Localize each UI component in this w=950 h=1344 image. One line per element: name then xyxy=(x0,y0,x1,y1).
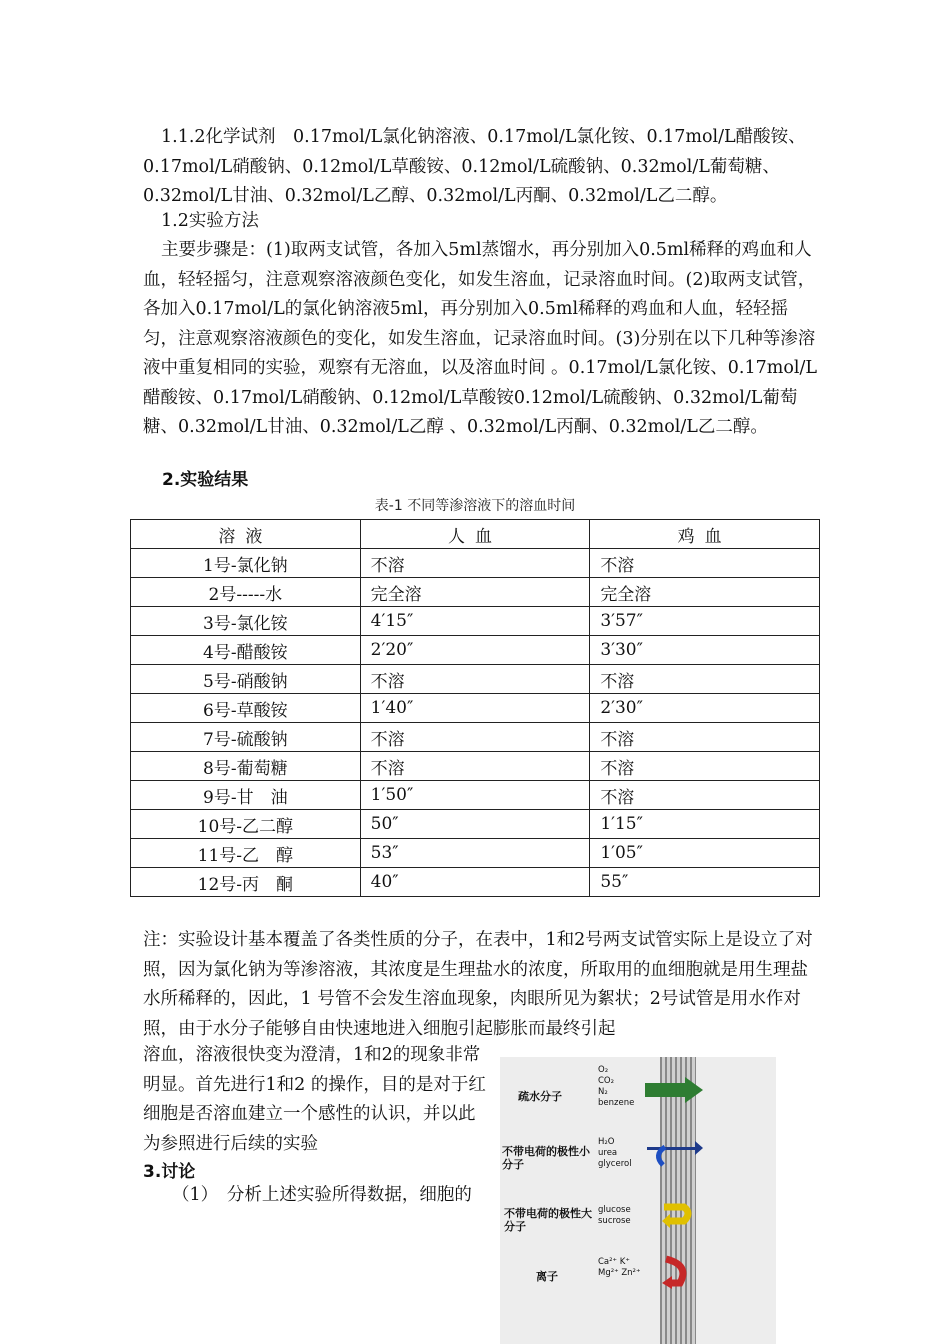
cell-chicken: 不溶 xyxy=(590,781,820,810)
figure-molecule: H₂O xyxy=(598,1137,615,1147)
table-caption: 表-1 不同等渗溶液下的溶血时间 xyxy=(374,498,576,514)
cell-human: 完全溶 xyxy=(360,578,590,607)
table-row xyxy=(131,810,820,839)
figure-molecule: glucose xyxy=(598,1205,631,1215)
cell-human: 50″ xyxy=(360,810,590,839)
figure-molecule: N₂ xyxy=(598,1087,608,1097)
cell-solution: 7号-硫酸钠 xyxy=(131,723,361,752)
cell-solution: 3号-氯化铵 xyxy=(131,607,361,636)
table-row xyxy=(131,665,820,694)
cell-solution: 4号-醋酸铵 xyxy=(131,636,361,665)
cell-chicken: 不溶 xyxy=(590,752,820,781)
header-solution: 溶液 xyxy=(131,520,361,549)
cell-solution: 9号-甘 油 xyxy=(131,781,361,810)
figure-group-label: 不带电荷的极性大分子 xyxy=(504,1207,592,1233)
membrane-permeability-figure xyxy=(500,1057,776,1344)
blue-arrow-icon xyxy=(645,1139,705,1171)
table-row xyxy=(131,578,820,607)
cell-solution: 11号-乙 醇 xyxy=(131,839,361,868)
table-row xyxy=(131,781,820,810)
cell-human: 40″ xyxy=(360,868,590,897)
figure-molecule: O₂ xyxy=(598,1065,609,1075)
cell-chicken: 55″ xyxy=(590,868,820,897)
cell-chicken: 2′30″ xyxy=(590,694,820,723)
figure-molecule: Mg²⁺ Zn²⁺ xyxy=(598,1268,641,1278)
table-row xyxy=(131,694,820,723)
yellow-arrow-icon xyxy=(660,1199,696,1229)
header-human-blood: 人血 xyxy=(360,520,590,549)
red-arrow-icon xyxy=(660,1255,696,1289)
table-row xyxy=(131,607,820,636)
cell-solution: 2号-----水 xyxy=(131,578,361,607)
figure-molecule: urea xyxy=(598,1148,618,1158)
figure-molecule: benzene xyxy=(598,1098,635,1108)
note-paragraph: 注：实验设计基本覆盖了各类性质的分子，在表中，1和2号两支试管实际上是设立了对照，因为氯化钠为等渗溶液，其浓度是生理盐水的浓度，所取用的血细胞就是用生理盐水所稀释的，因此，1 号管不会发生溶血现象，肉眼所见为絮状；2号试管是用水作对照，由于水分子能够自由快速地进入细胞引起膨胀而最终引起 xyxy=(143,930,813,1039)
cell-solution: 10号-乙二醇 xyxy=(131,810,361,839)
reagents-paragraph: 1.1.2化学试剂 0.17mol/L氯化钠溶液、0.17mol/L氯化铵、0.17mol/L醋酸铵、0.17mol/L硝酸钠、0.12mol/L草酸铵、0.12mol/L硫酸钠、0.32mol/L葡萄糖、0.32mol/L甘油、0.32mol/L乙醇、0.32mol/L丙酮、0.32mol/L乙二醇。 xyxy=(143,127,806,206)
figure-group-label: 离子 xyxy=(536,1270,558,1283)
header-chicken-blood: 鸡血 xyxy=(590,520,820,549)
table-row xyxy=(131,839,820,868)
cell-solution: 12号-丙 酮 xyxy=(131,868,361,897)
note-paragraph-continued: 溶血，溶液很快变为澄清，1和2的现象非常明显。首先进行1和2 的操作，目的是对于红细胞是否溶血建立一个感性的认识，并以此为参照进行后续的实验 xyxy=(143,1045,486,1154)
cell-chicken: 1′05″ xyxy=(590,839,820,868)
cell-chicken: 不溶 xyxy=(590,665,820,694)
table-row xyxy=(131,723,820,752)
cell-chicken: 完全溶 xyxy=(590,578,820,607)
cell-chicken: 不溶 xyxy=(590,723,820,752)
results-heading: 2.实验结果 xyxy=(162,470,249,490)
table-row xyxy=(131,752,820,781)
results-table xyxy=(130,519,820,897)
discussion-paragraph: （1） 分析上述实验所得数据，细胞的 xyxy=(172,1185,472,1205)
cell-solution: 1号-氯化钠 xyxy=(131,549,361,578)
figure-group-label: 疏水分子 xyxy=(518,1090,562,1103)
cell-human: 2′20″ xyxy=(360,636,590,665)
cell-human: 1′50″ xyxy=(360,781,590,810)
cell-human: 53″ xyxy=(360,839,590,868)
table-row xyxy=(131,636,820,665)
cell-human: 不溶 xyxy=(360,549,590,578)
figure-molecule: sucrose xyxy=(598,1216,631,1226)
cell-chicken: 1′15″ xyxy=(590,810,820,839)
cell-chicken: 不溶 xyxy=(590,549,820,578)
figure-molecule: Ca²⁺ K⁺ xyxy=(598,1257,630,1267)
cell-human: 4′15″ xyxy=(360,607,590,636)
cell-chicken: 3′30″ xyxy=(590,636,820,665)
table-row xyxy=(131,868,820,897)
cell-solution: 8号-葡萄糖 xyxy=(131,752,361,781)
green-arrow-icon xyxy=(645,1077,705,1103)
figure-molecule: CO₂ xyxy=(598,1076,615,1086)
cell-human: 1′40″ xyxy=(360,694,590,723)
cell-human: 不溶 xyxy=(360,752,590,781)
figure-group-label: 不带电荷的极性小分子 xyxy=(502,1145,590,1171)
table-header-row xyxy=(131,520,820,549)
cell-human: 不溶 xyxy=(360,723,590,752)
method-paragraph: 主要步骤是：(1)取两支试管，各加入5ml蒸馏水，再分别加入0.5ml稀释的鸡血和人血，轻轻摇匀，注意观察溶液颜色变化，如发生溶血，记录溶血时间。(2)取两支试管，各加入0.17mol/L的氯化钠溶液5ml，再分别加入0.5ml稀释的鸡血和人血，轻轻摇匀，注意观察溶液颜色的变化，如发生溶血，记录溶血时间。(3)分别在以下几种等渗溶液中重复相同的实验，观察有无溶血，以及溶血时间 。0.17mol/L氯化铵、0.17mol/L醋酸铵、0.17mol/L硝酸钠、0.12mol/L草酸铵0.12mol/L硫酸钠、0.32mol/L葡萄糖、0.32mol/L甘油、0.32mol/L乙醇 、0.32mol/L丙酮、0.32mol/L乙二醇。 xyxy=(143,240,817,437)
discussion-heading: 3.讨论 xyxy=(143,1162,196,1182)
cell-solution: 5号-硝酸钠 xyxy=(131,665,361,694)
table-row xyxy=(131,549,820,578)
figure-molecule: glycerol xyxy=(598,1159,632,1169)
method-heading: 1.2实验方法 xyxy=(161,211,259,231)
cell-solution: 6号-草酸铵 xyxy=(131,694,361,723)
cell-human: 不溶 xyxy=(360,665,590,694)
cell-chicken: 3′57″ xyxy=(590,607,820,636)
